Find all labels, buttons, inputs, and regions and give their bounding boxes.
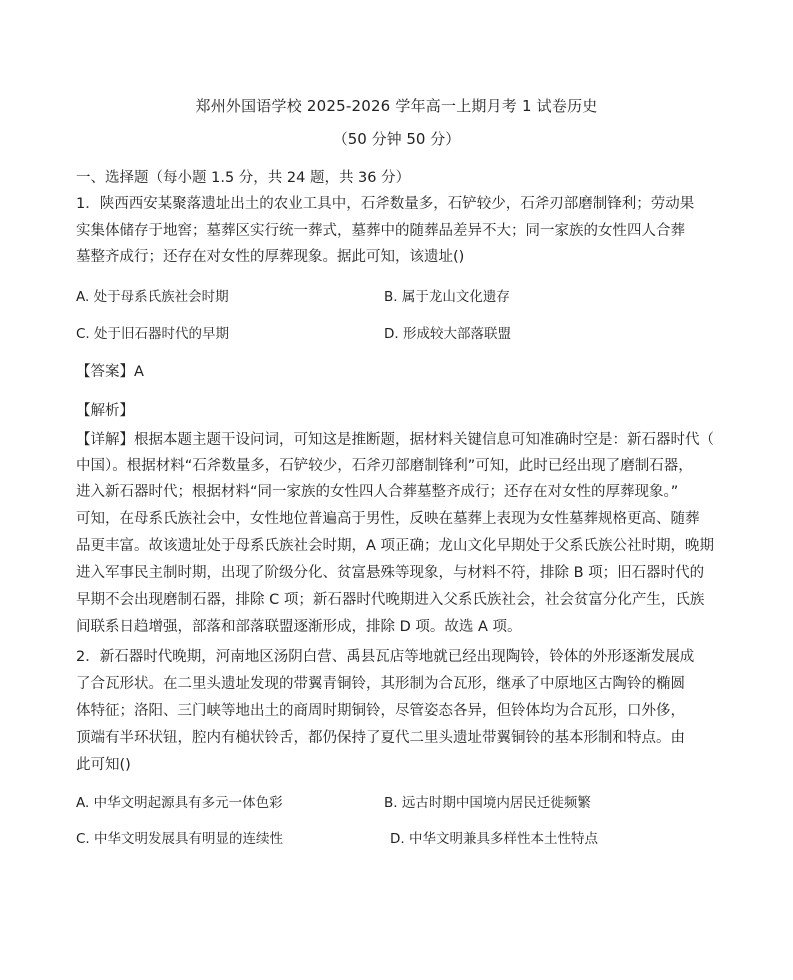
q1-option-d: D. 形成较大部落联盟 [384, 326, 511, 342]
q1-analysis-line: 【详解】根据本题主题干设问词，可知这是推断题，据材料关键信息可知准确时空是：新石器时代（ [76, 432, 714, 448]
q1-option-b: B. 属于龙山文化遗存 [384, 289, 510, 305]
q1-analysis-line: 早期不会出现磨制石器，排除 C 项；新石器时代晚期进入父系氏族社会，社会贫富分化产生，氏族 [76, 592, 705, 608]
q1-stem-line: 墓整齐成行；还存在对女性的厚葬现象。据此可知，该遗址() [76, 249, 465, 265]
q1-analysis-line: 品更丰富。故该遗址处于母系氏族社会时期，A 项正确；龙山文化早期处于父系氏族公社时期，晚期 [76, 538, 715, 554]
q1-analysis-line: 可知，在母系氏族社会中，女性地位普遍高于男性，反映在墓葬上表现为女性墓葬规格更高、随葬 [76, 511, 700, 527]
page-subtitle: （50 分钟 50 分） [332, 130, 461, 148]
q2-option-d: D. 中华文明兼具多样性本土性特点 [390, 831, 598, 847]
q2-stem-line: 了合瓦形状。在二里头遗址发现的带翼青铜铃，其形制为合瓦形，继承了中原地区古陶铃的椭圆 [76, 676, 685, 692]
q1-answer: 【答案】A [76, 364, 144, 380]
section-heading: 一、选择题（每小题 1.5 分，共 24 题，共 36 分） [76, 170, 411, 186]
q1-analysis-label: 【解析】 [76, 403, 134, 419]
q2-stem-line: 顶端有半环状钮，腔内有槌状铃舌，都仍保持了夏代二里头遗址带翼铜铃的基本形制和特点。由 [76, 730, 685, 746]
q1-analysis-line: 进入新石器时代；根据材料“同一家族的女性四人合葬墓整齐成行；还存在对女性的厚葬现象。” [76, 484, 679, 500]
q1-analysis-line: 中国）。根据材料“石斧数量多，石铲较少，石斧刃部磨制锋利”可知，此时已经出现了磨制石器， [76, 458, 693, 474]
q2-stem-line: 体特征；洛阳、三门峡等地出土的商周时期铜铃，尽管姿态各异，但铃体均为合瓦形，口外侈， [76, 703, 685, 719]
q2-stem-line: 2．新石器时代晚期，河南地区汤阴白营、禹县瓦店等地就已经出现陶铃，铃体的外形逐渐发展成 [76, 649, 695, 665]
q1-option-a: A. 处于母系氏族社会时期 [76, 289, 229, 305]
q2-option-b: B. 远古时期中国境内居民迁徙频繁 [384, 795, 591, 811]
page-title: 郑州外国语学校 2025-2026 学年高一上期月考 1 试卷历史 [195, 97, 598, 115]
q1-option-c: C. 处于旧石器时代的早期 [76, 326, 230, 342]
q2-option-c: C. 中华文明发展具有明显的连续性 [76, 831, 284, 847]
q1-stem-line: 实集体储存于地窖；墓葬区实行统一葬式，墓葬中的随葬品差异不大；同一家族的女性四人合葬 [76, 223, 685, 239]
q1-analysis-line: 进入军事民主制时期，出现了阶级分化、贫富悬殊等现象，与材料不符，排除 B 项；旧石器时代的 [76, 565, 705, 581]
q1-stem-line: 1．陕西西安某聚落遗址出土的农业工具中，石斧数量多，石铲较少，石斧刃部磨制锋利；劳动果 [76, 196, 695, 212]
q1-analysis-line: 间联系日趋增强，部落和部落联盟逐渐形成，排除 D 项。故选 A 项。 [76, 619, 522, 635]
q2-stem-line: 此可知() [76, 757, 131, 773]
q2-option-a: A. 中华文明起源具有多元一体色彩 [76, 795, 283, 811]
